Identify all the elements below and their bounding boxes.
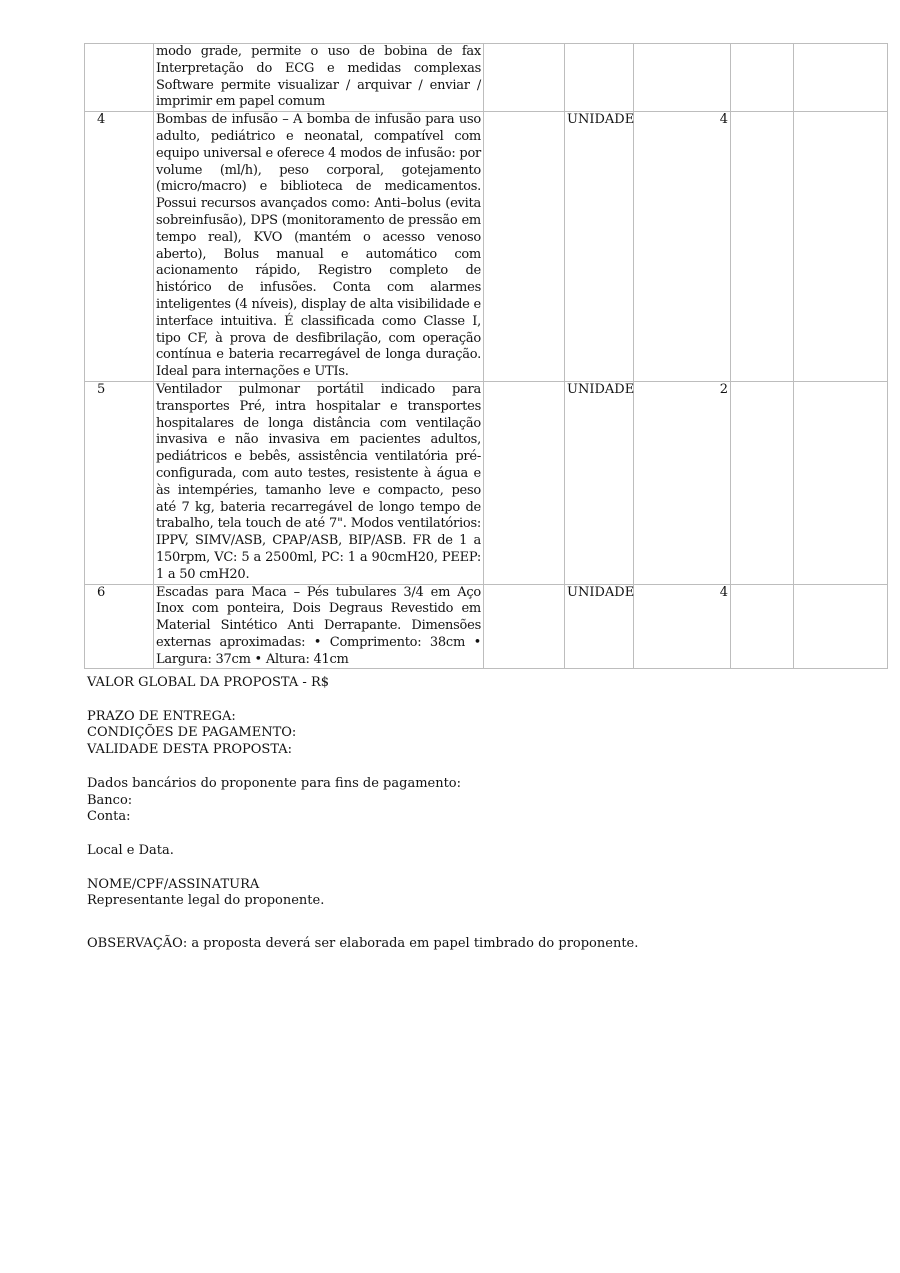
item-description: modo grade, permite o uso de bobina de fax Interpretação do ECG e medidas complexas Software permite visualizar / arquivar / enviar / imprimir em papel comum: [154, 44, 484, 112]
item-number: 6: [85, 584, 154, 669]
proposal-footer: [87, 675, 867, 953]
bank-details-heading: Dados bancários do proponente para fins de pagamento:: [87, 775, 462, 791]
items-table: [84, 43, 888, 669]
total-price-cell: [794, 381, 888, 584]
item-description: Ventilador pulmonar portátil indicado para transportes Pré, intra hospitalar e transportes hospitalares de longa distância com ventilação invasiva e não invasiva em pacientes adultos, pediátricos e bebês, assistência ventilatória pré-configurada, com auto testes, resistente à água e às intempéries, tamanho leve e compacto, peso até 7 kg, bateria recarregável de longo tempo de trabalho, tela touch de até 7". Modos ventilatórios: IPPV, SIMV/ASB, CPAP/ASB, BIP/ASB. FR de 1 a 150rpm, VC: 5 a 2500ml, PC: 1 a 90cmH20, PEEP: 1 a 50 cmH20.: [154, 381, 484, 584]
item-description: Escadas para Maca – Pés tubulares 3/4 em Aço Inox com ponteira, Dois Degraus Revestido em Material Sintético Anti Derrapante. Dimensões externas aproximadas: • Comprimento: 38cm • Largura: 37cm • Altura: 41cm: [154, 584, 484, 669]
table-row: [85, 381, 888, 584]
table-row: [85, 44, 888, 112]
item-number: 5: [85, 381, 154, 584]
item-quantity: [634, 44, 731, 112]
item-unit: UNIDADE: [565, 112, 634, 382]
empty-cell: [484, 584, 565, 669]
item-quantity: 2: [634, 381, 731, 584]
table-row: [85, 584, 888, 669]
proposal-validity-label: VALIDADE DESTA PROPOSTA:: [87, 742, 293, 758]
item-number: 4: [85, 112, 154, 382]
total-price-cell: [794, 584, 888, 669]
item-unit: UNIDADE: [565, 381, 634, 584]
delivery-deadline-label: PRAZO DE ENTREGA:: [87, 708, 236, 724]
empty-cell: [484, 44, 565, 112]
item-unit: [565, 44, 634, 112]
place-date-label: Local e Data.: [87, 842, 174, 858]
item-number: [85, 44, 154, 112]
unit-price-cell: [731, 44, 794, 112]
legal-representative-label: Representante legal do proponente.: [87, 893, 325, 909]
item-quantity: 4: [634, 584, 731, 669]
bank-label: Banco:: [87, 792, 133, 808]
payment-conditions-label: CONDIÇÕES DE PAGAMENTO:: [87, 725, 297, 741]
unit-price-cell: [731, 112, 794, 382]
total-price-cell: [794, 44, 888, 112]
item-description: Bombas de infusão – A bomba de infusão para uso adulto, pediátrico e neonatal, compatível com equipo universal e oferece 4 modos de infusão: por volume (ml/h), peso corporal, gotejamento (micro/macro) e biblioteca de medicamentos. Possui recursos avançados como: Anti–bolus (evita sobreinfusão), DPS (monitoramento de pressão em tempo real), KVO (mantém o acesso venoso aberto), Bolus manual e automático com acionamento rápido, Registro completo de histórico de infusões. Conta com alarmes inteligentes (4 níveis), display de alta visibilidade e interface intuitiva. É classificada como Classe I, tipo CF, à prova de desfibrilação, com operação contínua e bateria recarregável de longa duração. Ideal para internações e UTIs.: [154, 112, 484, 382]
empty-cell: [484, 381, 565, 584]
account-label: Conta:: [87, 809, 131, 825]
empty-cell: [484, 112, 565, 382]
global-value-label: VALOR GLOBAL DA PROPOSTA - R$: [87, 675, 329, 690]
unit-price-cell: [731, 381, 794, 584]
item-unit: UNIDADE: [565, 584, 634, 669]
signature-label: NOME/CPF/ASSINATURA: [87, 876, 260, 892]
total-price-cell: [794, 112, 888, 382]
unit-price-cell: [731, 584, 794, 669]
table-row: [85, 112, 888, 382]
observation-note: OBSERVAÇÃO: a proposta deverá ser elaborada em papel timbrado do proponente.: [87, 936, 639, 952]
item-quantity: 4: [634, 112, 731, 382]
